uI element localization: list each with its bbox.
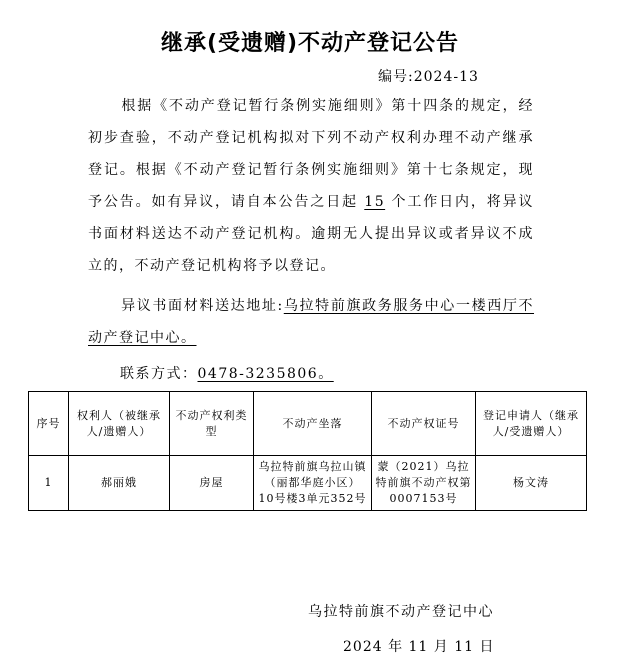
header-location: 不动产坐落 — [254, 392, 372, 456]
contact-info — [120, 358, 540, 390]
cell-owner: 郝丽娥 — [69, 456, 170, 511]
property-table — [28, 391, 587, 511]
cell-location: 乌拉特前旗乌拉山镇（丽都华庭小区）10号楼3单元352号 — [254, 456, 372, 511]
phone-value: 0478-3235806。 — [197, 366, 334, 382]
header-owner: 权利人（被继承人/遗赠人） — [69, 392, 170, 456]
body-text-part1: 根据《不动产登记暂行条例实施细则》第十四条的规定，经初步查验，不动产登记机构拟对下列不动产权利办理不动产继承登记。根据《不动产登记暂行条例实施细则》第十七条规定，现予公告。如有异议，请自本公告之日起 — [88, 98, 534, 210]
issue-date: 2024 年 11 月 11 日 — [343, 639, 495, 655]
phone-label: 联系方式： — [120, 366, 198, 382]
page-title: 继承(受遗赠)不动产登记公告 — [160, 31, 460, 56]
document-number: 编号:2024-13 — [378, 69, 479, 85]
objection-days: 15 — [364, 194, 386, 210]
cell-applicant: 杨文涛 — [476, 456, 587, 511]
objection-address — [88, 290, 534, 354]
address-label: 异议书面材料送达地址: — [121, 298, 284, 314]
cell-certificate: 蒙（2021）乌拉特前旗不动产权第0007153号 — [372, 456, 476, 511]
issuing-organization: 乌拉特前旗不动产登记中心 — [308, 604, 494, 620]
cell-index: 1 — [29, 456, 69, 511]
table-header-row — [29, 392, 587, 456]
header-right-type: 不动产权利类型 — [170, 392, 254, 456]
body-text-part2: 个工作日内，将异议书面材料送达不动产登记机构。逾期无人提出异议或者异议不成立的，不动产登记机构将予以登记。 — [88, 194, 534, 274]
header-applicant: 登记申请人（继承人/受遗赠人） — [476, 392, 587, 456]
header-certificate: 不动产权证号 — [372, 392, 476, 456]
announcement-body — [88, 90, 534, 282]
cell-right-type: 房屋 — [170, 456, 254, 511]
address-value: 乌拉特前旗政务服务中心一楼西厅不动产登记中心。 — [88, 298, 535, 346]
table-row — [29, 456, 587, 511]
header-index: 序号 — [29, 392, 69, 456]
